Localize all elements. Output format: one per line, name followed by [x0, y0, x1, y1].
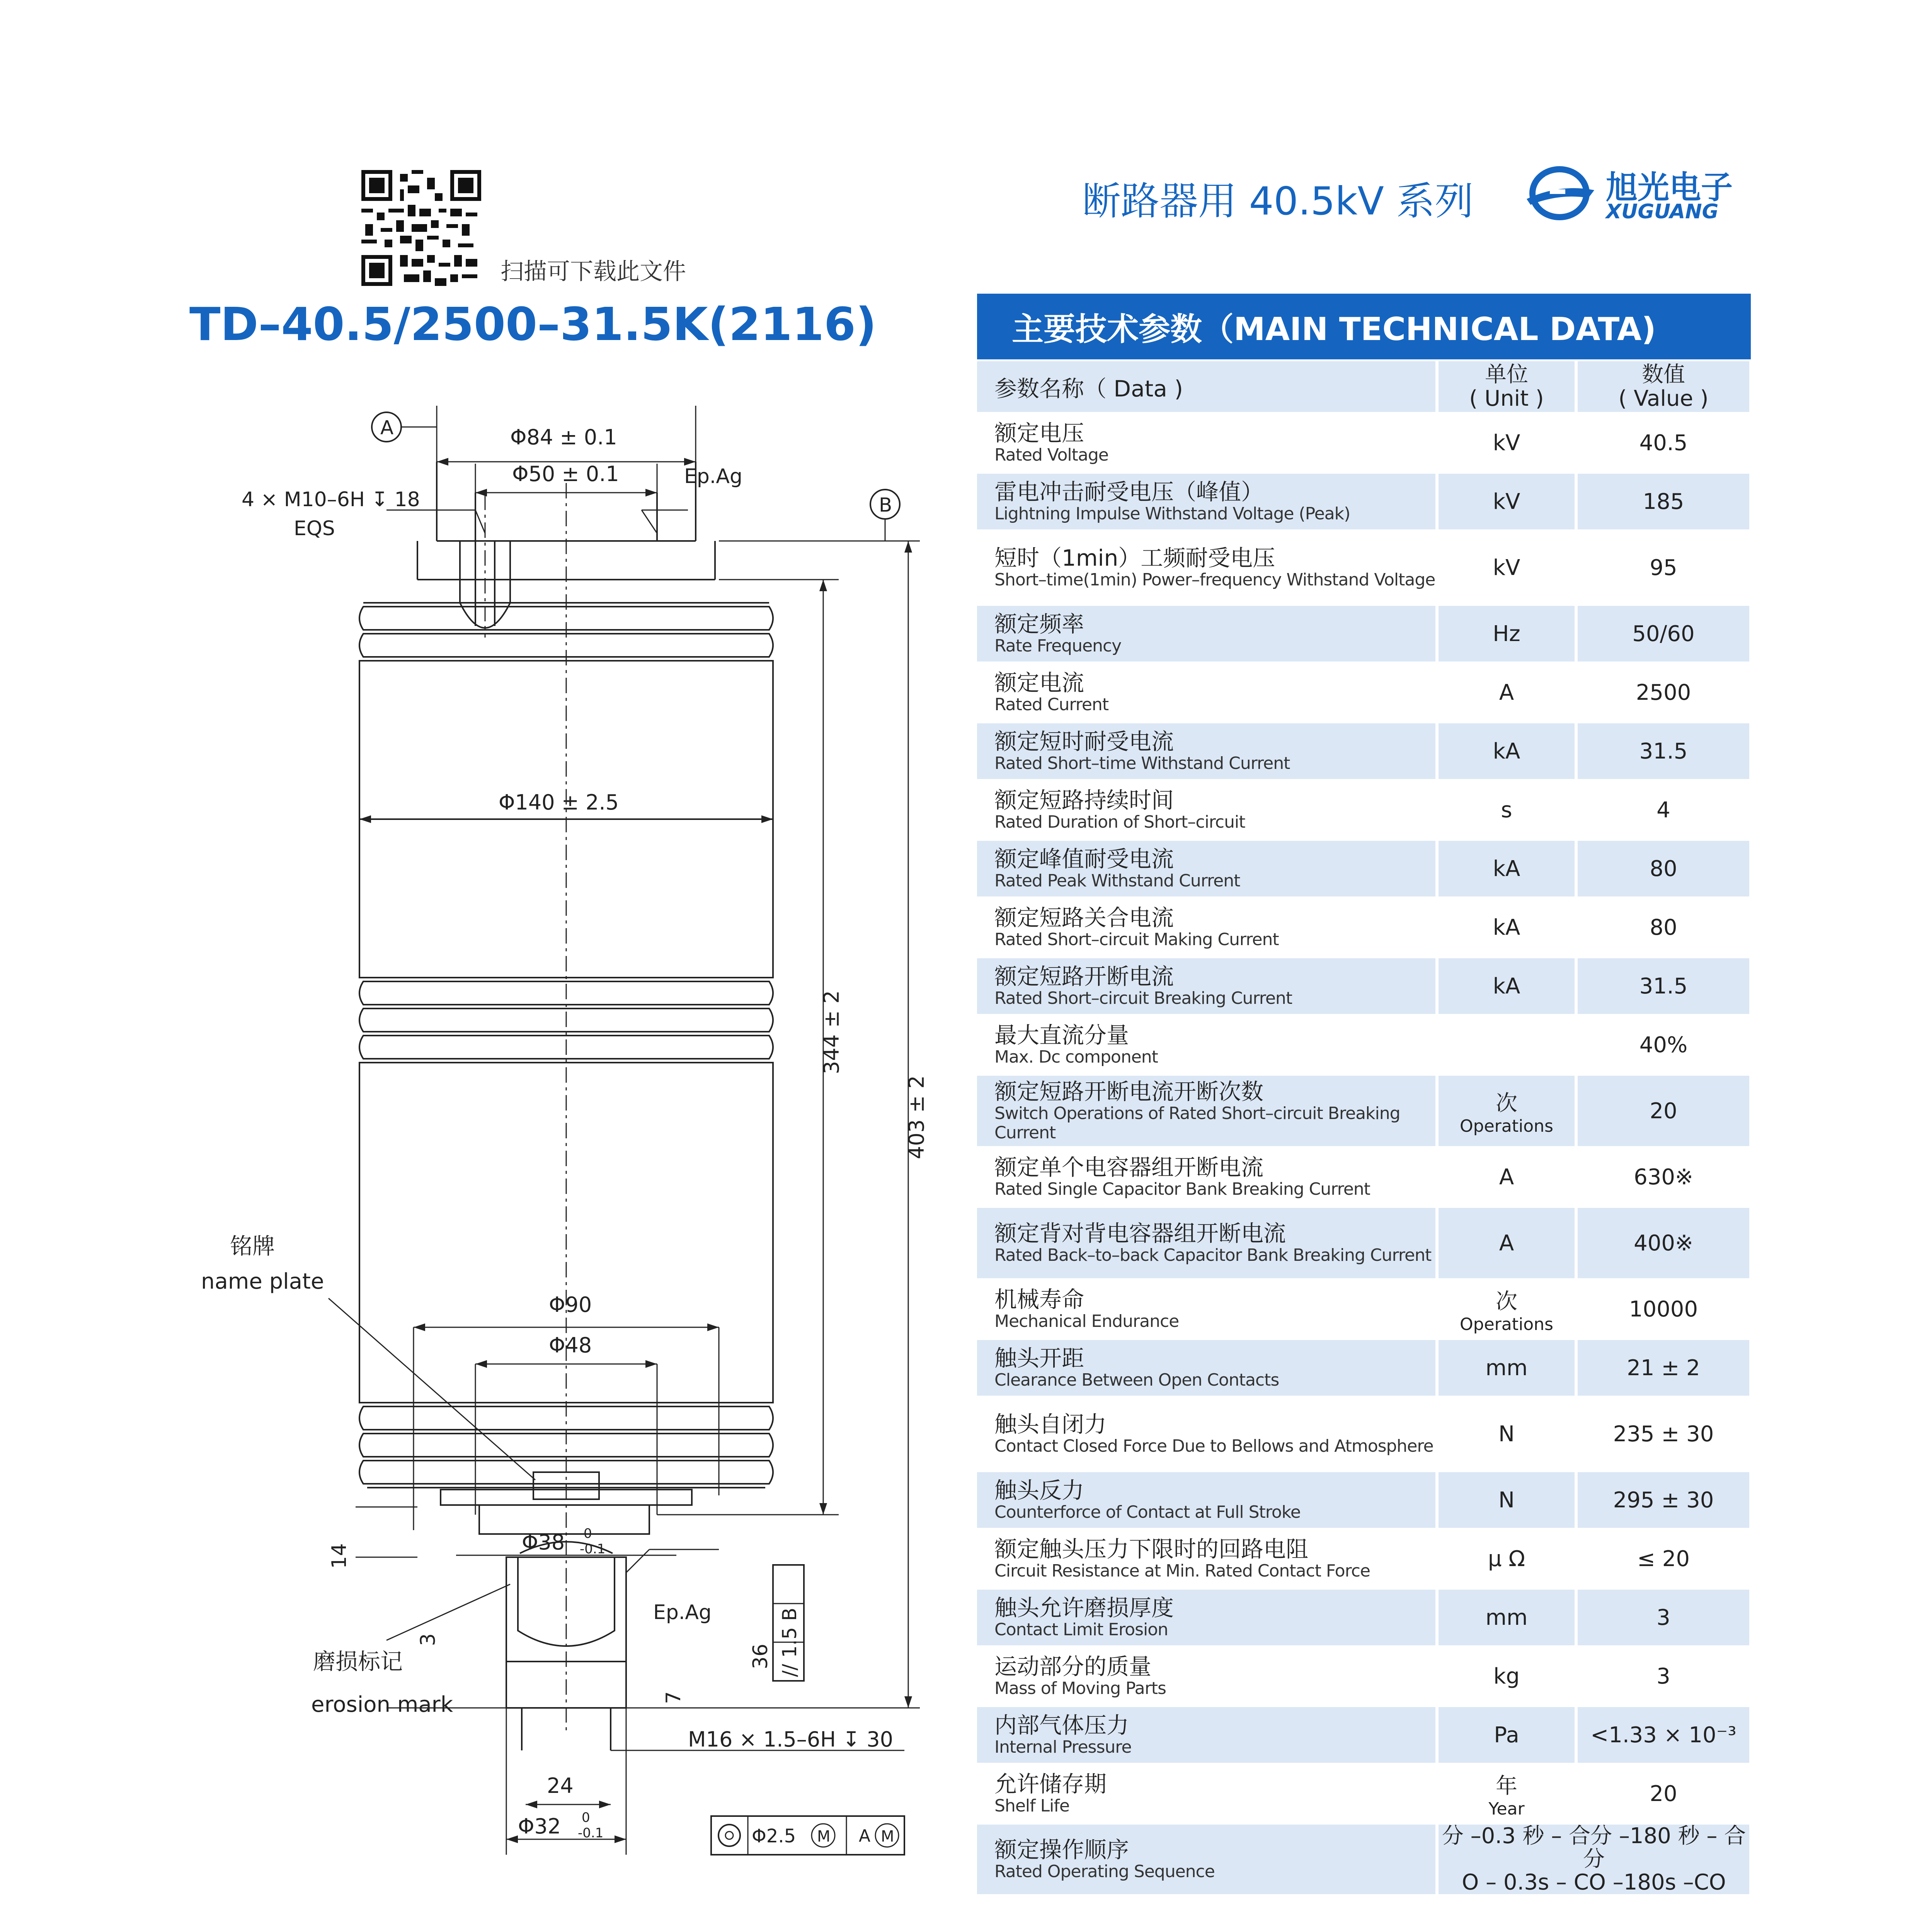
main_table-header-unit-en: ( Unit ): [1469, 386, 1544, 411]
epag-bottom-label: Ep.Ag: [653, 1601, 712, 1624]
unit-value: A: [1499, 680, 1514, 705]
unit-cell: [1437, 1647, 1576, 1706]
param-name-cn: 短时（1min）工频耐受电压: [994, 545, 1275, 571]
dim-phi84: Φ84 ± 0.1: [510, 425, 617, 449]
unit-value: kV: [1493, 489, 1520, 514]
unit-value: N: [1498, 1421, 1515, 1447]
main-data-table: [977, 361, 1752, 1897]
dim-phi38-tol-dn: -0.1: [580, 1541, 606, 1557]
value-cell: 3: [1576, 1588, 1751, 1647]
main_table-header-param: 参数名称（ Data ): [977, 361, 1437, 413]
dim-phi90: Φ90: [549, 1293, 592, 1317]
unit-value: N: [1498, 1487, 1515, 1513]
main-table-row: [977, 1074, 1751, 1148]
unit-value: 次: [1496, 1289, 1517, 1314]
main-table-row: [977, 1148, 1751, 1206]
value-cell: 235 ± 30: [1576, 1397, 1751, 1471]
dim-phi50: Φ50 ± 0.1: [512, 462, 619, 486]
unit-value: kg: [1493, 1663, 1520, 1689]
series-title: 断路器用 40.5kV 系列: [1082, 179, 1474, 224]
unit-cell: [1437, 781, 1576, 839]
param-name-cn: 触头自闭力: [994, 1411, 1107, 1437]
value-cell: 50/60: [1576, 604, 1751, 663]
param-name-cn: 允许储存期: [994, 1771, 1107, 1797]
unit-cell: [1437, 1706, 1576, 1764]
value-cell: 31.5: [1576, 722, 1751, 781]
unit-value: Pa: [1494, 1722, 1519, 1748]
main-table-row: [977, 1015, 1751, 1074]
param-cell: [977, 1206, 1437, 1280]
unit-cell: [1437, 604, 1576, 663]
param-name-en: Rated Current: [994, 695, 1109, 714]
main-table-row: [977, 1206, 1751, 1280]
param-name-en: Rated Duration of Short–circuit: [994, 812, 1245, 832]
param-name-cn: 最大直流分量: [994, 1022, 1129, 1048]
param-name-en: Rated Short–circuit Making Current: [994, 930, 1279, 949]
param-name-cn: 额定频率: [994, 611, 1084, 637]
unit-cell: [1437, 1397, 1576, 1471]
param-cell: [977, 531, 1437, 604]
unit-value: A: [1499, 1164, 1514, 1190]
main-table-row: [977, 1397, 1751, 1471]
param-name-cn: 额定单个电容器组开断电流: [994, 1154, 1264, 1180]
param-name-en: Short–time(1min) Power–frequency Withstand Voltage: [994, 570, 1435, 590]
operating-sequence-cn: 分 –0.3 秒 – 合分 –180 秒 – 合分: [1442, 1823, 1746, 1872]
param-name-cn: 额定操作顺序: [994, 1837, 1129, 1863]
eqs-label: EQS: [294, 517, 335, 540]
param-name-en: Internal Pressure: [994, 1737, 1132, 1757]
unit-sub: Operations: [1460, 1315, 1553, 1334]
value-cell: 40.5: [1576, 413, 1751, 472]
param-cell: [977, 1529, 1437, 1588]
param-name-cn: 额定电压: [994, 420, 1084, 446]
dim-36: 36: [749, 1643, 772, 1669]
param-name-cn: 额定短时耐受电流: [994, 728, 1174, 755]
unit-sub: Operations: [1460, 1116, 1553, 1136]
param-name-en: Switch Operations of Rated Short–circuit Breaking Current: [994, 1104, 1400, 1143]
unit-value: kA: [1493, 973, 1520, 999]
main-table-row: [977, 839, 1751, 898]
param-name-en: Shelf Life: [994, 1796, 1069, 1816]
main-table-row: [977, 1280, 1751, 1338]
main_table-header-unit-cn: 单位: [1485, 362, 1528, 387]
param-name-en: Rated Short–time Withstand Current: [994, 753, 1290, 773]
value-cell: 95: [1576, 531, 1751, 604]
main-table-row: [977, 898, 1751, 957]
param-cell: [977, 1706, 1437, 1764]
param-name-cn: 额定背对背电容器组开断电流: [994, 1220, 1286, 1247]
dim-phi48: Φ48: [549, 1333, 592, 1357]
param-name-en: Rated Back–to–back Capacitor Bank Breaking Current: [994, 1245, 1432, 1265]
main-table-row: [977, 1471, 1751, 1529]
param-name-cn: 额定短路关合电流: [994, 905, 1174, 931]
thread-bottom-label: M16 × 1.5–6H ↧ 30: [688, 1727, 894, 1752]
unit-cell: [1437, 1074, 1576, 1148]
unit-value: μ Ω: [1488, 1546, 1525, 1571]
value-cell: 20: [1576, 1764, 1751, 1823]
param-name-cn: 触头反力: [994, 1477, 1084, 1503]
dim-phi38-tol-up: 0: [584, 1526, 592, 1541]
value-cell: 80: [1576, 898, 1751, 957]
param-cell: [977, 957, 1437, 1015]
param-name-cn: 触头允许磨损厚度: [994, 1595, 1174, 1621]
param-name-cn: 额定电流: [994, 670, 1084, 696]
position-frame-a: A: [859, 1826, 871, 1846]
unit-cell: [1437, 413, 1576, 472]
param-name-en: Rated Peak Withstand Current: [994, 871, 1240, 891]
erosion-label-cn: 磨损标记: [313, 1648, 403, 1675]
param-cell: [977, 1764, 1437, 1823]
main-table-row: [977, 1338, 1751, 1397]
unit-cell: [1437, 722, 1576, 781]
dim-3: 3: [417, 1633, 440, 1646]
position-frame-value: Φ2.5: [752, 1825, 796, 1847]
param-cell: [977, 663, 1437, 722]
epag-top-label: Ep.Ag: [684, 465, 742, 488]
param-cell: [977, 1074, 1437, 1148]
unit-cell: [1437, 1015, 1576, 1074]
value-cell: 10000: [1576, 1280, 1751, 1338]
brand-logo: [1523, 162, 1739, 228]
main-table-row: [977, 1647, 1751, 1706]
main_table-header-value: [1576, 361, 1751, 413]
main-table-row: [977, 1529, 1751, 1588]
param-cell: [977, 1148, 1437, 1206]
interrupter-drawing: [186, 406, 966, 1882]
model-title: TD–40.5/2500–31.5K(2116): [189, 298, 877, 351]
unit-value: 年: [1496, 1774, 1517, 1799]
param-cell: [977, 1588, 1437, 1647]
nameplate-label-en: name plate: [201, 1269, 324, 1294]
param-cell: [977, 898, 1437, 957]
main-table-row-operating-sequence: [977, 1823, 1751, 1896]
unit-cell: [1437, 1148, 1576, 1206]
param-name-cn: 额定短路开断电流: [994, 963, 1174, 990]
param-name-en: Rated Voltage: [994, 445, 1108, 465]
param-name-en: Mass of Moving Parts: [994, 1679, 1166, 1698]
main-data-title: 主要技术参数（MAIN TECHNICAL DATA): [977, 294, 1751, 359]
dim-403: 403 ± 2: [904, 1075, 929, 1159]
param-name-en: Rated Short–circuit Breaking Current: [994, 988, 1292, 1008]
value-cell: <1.33 × 10⁻³: [1576, 1706, 1751, 1764]
dim-phi32-tol-dn: -0.1: [578, 1825, 604, 1841]
param-cell: [977, 781, 1437, 839]
param-cell: [977, 1280, 1437, 1338]
unit-value: s: [1501, 797, 1512, 823]
unit-sub: Year: [1488, 1799, 1525, 1819]
unit-cell: [1437, 1280, 1576, 1338]
unit-value: mm: [1485, 1355, 1528, 1381]
main_table-header-row: [977, 361, 1751, 413]
datum-a-label: A: [380, 417, 394, 439]
brand-name-cn: 旭光电子: [1606, 169, 1733, 206]
unit-cell: [1437, 1338, 1576, 1397]
param-name-en: Rated Single Capacitor Bank Breaking Current: [994, 1179, 1370, 1199]
value-cell: 80: [1576, 839, 1751, 898]
thread-top-label: 4 × M10–6H ↧ 18: [242, 488, 420, 511]
unit-cell: [1437, 1206, 1576, 1280]
dim-14: 14: [328, 1543, 351, 1569]
value-cell: 20: [1576, 1074, 1751, 1148]
dim-7: 7: [662, 1691, 685, 1704]
param-cell: [977, 839, 1437, 898]
unit-value: kA: [1493, 738, 1520, 764]
main_table-header-unit: [1437, 361, 1576, 413]
param-cell: [977, 472, 1437, 531]
main-table-row: [977, 722, 1751, 781]
dim-phi32-tol-up: 0: [582, 1810, 590, 1825]
position-frame-m2: M: [881, 1828, 894, 1845]
param-name-en: Clearance Between Open Contacts: [994, 1370, 1279, 1390]
param-name-cn: 额定触头压力下限时的回路电阻: [994, 1536, 1309, 1562]
main-table-row: [977, 604, 1751, 663]
main-table-row: [977, 413, 1751, 472]
unit-cell: [1437, 1588, 1576, 1647]
unit-value: mm: [1485, 1605, 1528, 1630]
unit-cell: [1437, 898, 1576, 957]
param-cell: [977, 1338, 1437, 1397]
main-table-row: [977, 781, 1751, 839]
unit-value: kV: [1493, 430, 1520, 456]
unit-value: Hz: [1493, 621, 1520, 646]
unit-cell: [1437, 1529, 1576, 1588]
tolerance-frame-label: // 1.5 B: [778, 1607, 801, 1677]
value-cell: 31.5: [1576, 957, 1751, 1015]
value-cell: ≤ 20: [1576, 1529, 1751, 1588]
main-table-row: [977, 1588, 1751, 1647]
position-frame-m1: M: [817, 1828, 831, 1845]
param-name-en: Circuit Resistance at Min. Rated Contact Force: [994, 1561, 1370, 1581]
unit-value: kA: [1493, 915, 1520, 940]
dim-phi140: Φ140 ± 2.5: [499, 790, 619, 815]
dim-344: 344 ± 2: [819, 990, 844, 1074]
param-name-en: Rated Operating Sequence: [994, 1862, 1215, 1881]
param-name-cn: 机械寿命: [994, 1286, 1084, 1313]
operating-sequence-cell: [1437, 1823, 1751, 1896]
param-cell: [977, 1647, 1437, 1706]
param-name-cn: 内部气体压力: [994, 1712, 1129, 1738]
main-table-row: [977, 531, 1751, 604]
param-name-cn: 雷电冲击耐受电压（峰值）: [994, 479, 1264, 505]
nameplate-label-cn: 铭牌: [230, 1233, 275, 1259]
unit-value: kA: [1493, 856, 1520, 881]
unit-cell: [1437, 839, 1576, 898]
param-name-cn: 额定峰值耐受电流: [994, 846, 1174, 872]
param-name-en: Contact Limit Erosion: [994, 1620, 1168, 1639]
param-cell: [977, 722, 1437, 781]
param-cell: [977, 1015, 1437, 1074]
param-cell: [977, 413, 1437, 472]
main_table-header-value-cn: 数值: [1642, 362, 1685, 387]
operating-sequence-en: O – 0.3s – CO –180s –CO: [1462, 1870, 1726, 1895]
unit-cell: [1437, 472, 1576, 531]
brand-name-en: XUGUANG: [1606, 200, 1719, 223]
unit-cell: [1437, 1764, 1576, 1823]
value-cell: 295 ± 30: [1576, 1471, 1751, 1529]
unit-cell: [1437, 957, 1576, 1015]
datum-b-label: B: [879, 494, 892, 516]
main-table-row: [977, 663, 1751, 722]
param-name-en: Contact Closed Force Due to Bellows and Atmosphere: [994, 1436, 1433, 1456]
unit-cell: [1437, 663, 1576, 722]
main-table-row: [977, 1764, 1751, 1823]
param-name-cn: 额定短路持续时间: [994, 787, 1174, 813]
unit-value: 次: [1496, 1091, 1517, 1116]
main_table-header-value-en: ( Value ): [1618, 386, 1709, 411]
value-cell: 185: [1576, 472, 1751, 531]
param-name-cn: 触头开距: [994, 1345, 1084, 1371]
param-cell: [977, 1471, 1437, 1529]
param-name-en: Mechanical Endurance: [994, 1311, 1179, 1331]
param-name-en: Max. Dc component: [994, 1047, 1158, 1067]
main-table-row: [977, 957, 1751, 1015]
value-cell: 4: [1576, 781, 1751, 839]
unit-cell: [1437, 1471, 1576, 1529]
param-name-cn: 额定短路开断电流开断次数: [994, 1078, 1264, 1105]
unit-value: A: [1499, 1230, 1514, 1256]
dim-phi32: Φ32: [518, 1814, 561, 1838]
param-name-en: Lightning Impulse Withstand Voltage (Peak): [994, 504, 1350, 524]
unit-cell: [1437, 531, 1576, 604]
param-name-cn: 运动部分的质量: [994, 1653, 1152, 1680]
value-cell: 21 ± 2: [1576, 1338, 1751, 1397]
value-cell: 2500: [1576, 663, 1751, 722]
dim-24: 24: [547, 1774, 574, 1798]
param-cell: [977, 1823, 1437, 1896]
param-cell: [977, 1397, 1437, 1471]
main-table-row: [977, 1706, 1751, 1764]
qr-code: [361, 170, 481, 286]
param-cell: [977, 604, 1437, 663]
param-name-en: Counterforce of Contact at Full Stroke: [994, 1502, 1301, 1522]
main-table-row: [977, 472, 1751, 531]
value-cell: 40%: [1576, 1015, 1751, 1074]
value-cell: 400※: [1576, 1206, 1751, 1280]
dim-phi38: Φ38: [522, 1530, 565, 1554]
param-name-en: Rate Frequency: [994, 636, 1122, 656]
value-cell: 3: [1576, 1647, 1751, 1706]
value-cell: 630※: [1576, 1148, 1751, 1206]
unit-value: kV: [1493, 555, 1520, 580]
erosion-label-en: erosion mark: [311, 1692, 453, 1717]
qr-caption: 扫描可下载此文件: [501, 258, 686, 285]
